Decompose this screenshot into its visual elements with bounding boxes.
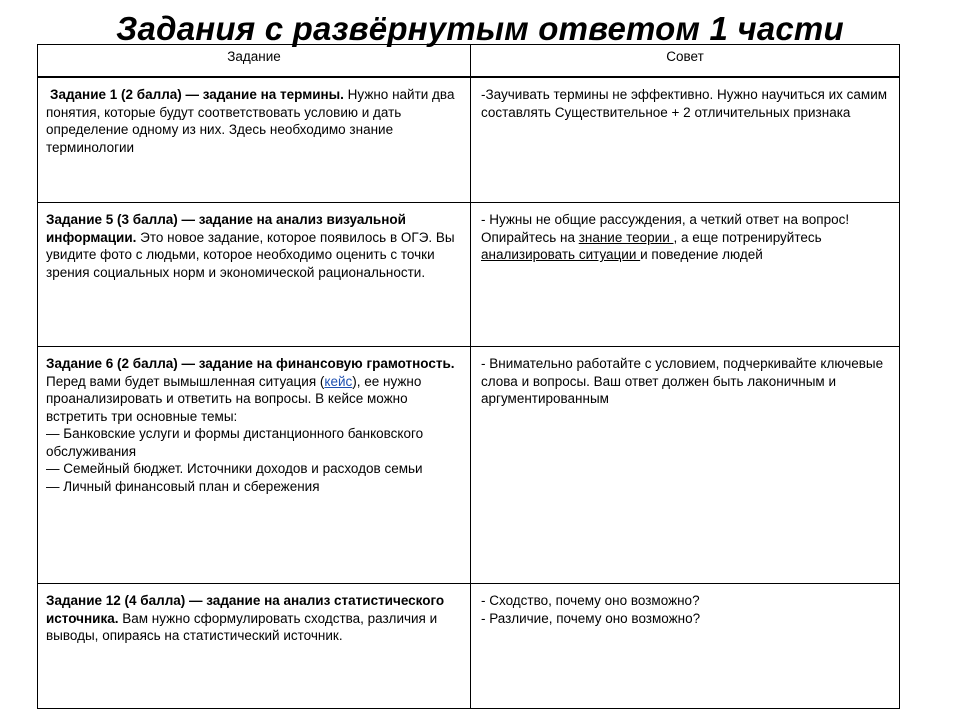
advice-1-text: -Заучивать термины не эффективно. Нужно научиться их самим составлять Существительное + 2 отличительных признака [481,87,888,120]
advice-12-difference: - Различие, почему оно возможно? [481,610,701,626]
table-row [38,203,900,347]
task-1-text: Нужно найти два понятия, которые будут соответствовать условию и дать определение одному из них. Здесь необходимо знание терминологии [46,87,455,155]
tasks-table [37,44,900,709]
header-advice: Совет [471,45,900,78]
theory-knowledge-link[interactable]: знание теории [578,229,674,245]
advice-cell-1 [471,77,900,203]
task-5-heading: Задание 5 (3 балла) — задание на анализ визуальной информации. [46,212,406,245]
task-cell-5 [38,203,471,347]
slide-title: Задания с развёрнутым ответом 1 части [116,10,844,47]
topic-item-personal-plan: — Личный финансовый план и сбережения [46,478,320,494]
advice-cell-6 [471,347,900,584]
advice-cell-12 [471,584,900,709]
table-row [38,584,900,709]
task-cell-6 [38,347,471,584]
table-row [38,347,900,584]
table-row [38,77,900,203]
advice-cell-5 [471,203,900,347]
advice-12-similarity: - Сходство, почему оно возможно? [481,593,700,608]
topic-item-family-budget: — Семейный бюджет. Источники доходов и расходов семьи [46,461,423,476]
topic-item-banking: — Банковские услуги и формы дистанционного банковского обслуживания [46,426,424,459]
advice-5-part1: - Нужны не общие рассуждения, а четкий ответ на вопрос! Опирайтесь на [481,212,850,245]
task-1-heading: Задание 1 (2 балла) — задание на термины. [50,87,344,102]
task-6-text-2: ), ее нужно проанализировать и ответить на вопросы. В кейсе можно встретить три основные темы: [46,373,422,424]
task-cell-1 [38,77,471,203]
task-cell-12 [38,584,471,709]
table-header-row [38,45,900,78]
advice-6-text: - Внимательно работайте с условием, подчеркивайте ключевые слова и вопросы. Ваш ответ должен быть лаконичным и аргументированным [481,356,884,406]
task-12-text: Вам нужно сформулировать сходства, различия и выводы, опираясь на статистический источник. [46,610,438,643]
analyze-situations-link[interactable]: анализировать ситуации [481,247,641,262]
task-12-heading: Задание 12 (4 балла) — задание на анализ статистического источника. [46,593,445,626]
header-task: Задание [38,45,471,78]
case-link[interactable]: кейс [324,373,353,389]
advice-5-part2: , а еще потренируйтесь [673,229,822,245]
task-6-text-1: Перед вами будет вымышленная ситуация ( [46,373,325,389]
task-6-heading: Задание 6 (2 балла) — задание на финансовую грамотность. [46,356,455,371]
advice-5-part3: и поведение людей [640,247,763,262]
task-5-text: Это новое задание, которое появилось в ОГЭ. Вы увидите фото с людьми, которое необходимо оценить с точки зрения социальных норм и экономической рациональности. [46,229,455,280]
